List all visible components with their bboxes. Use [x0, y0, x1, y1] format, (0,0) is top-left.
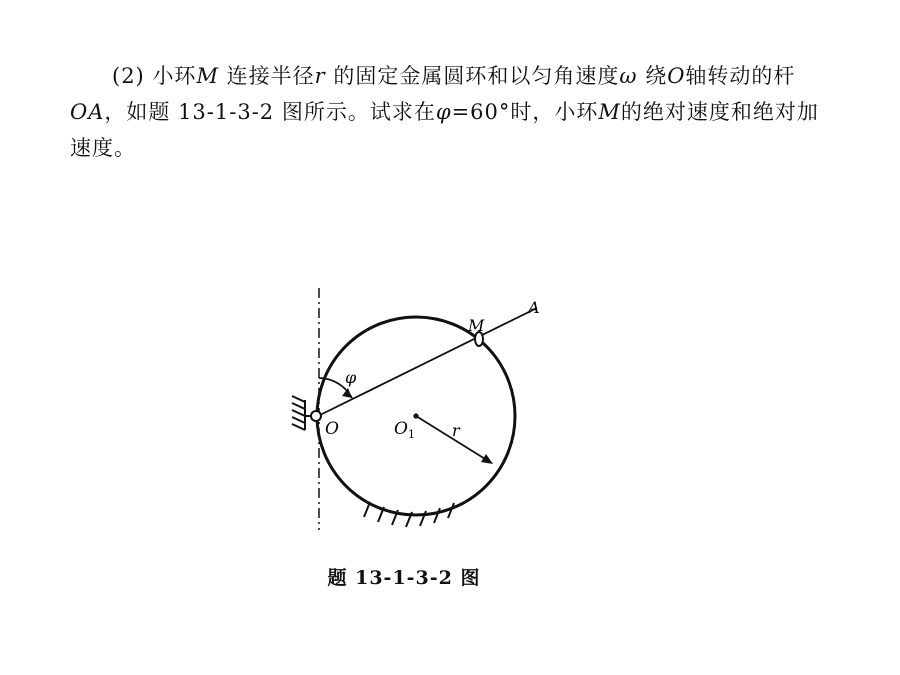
text-fragment: ，如题 13-1-3-2 图所示。试求在 — [104, 100, 436, 124]
angle-arrowhead — [342, 388, 352, 398]
label-phi: φ — [345, 368, 357, 387]
rod-OA — [318, 308, 537, 416]
label-O1-sub: 1 — [407, 428, 415, 441]
symbol-M: M — [598, 100, 621, 124]
label-r: r — [452, 421, 460, 440]
symbol-phi: φ — [435, 100, 452, 124]
label-A: A — [528, 298, 540, 317]
pivot-O — [311, 411, 321, 421]
label-O1-main: O — [394, 419, 408, 439]
symbol-r: r — [314, 64, 326, 88]
radius-arrowhead — [481, 454, 493, 464]
text-fragment: 的固定金属圆环和以匀角速度 — [333, 64, 620, 88]
text-fragment: 轴转动的杆 — [685, 64, 796, 88]
part-number: (2) — [112, 64, 145, 88]
label-M: M — [468, 316, 485, 335]
label-O1 — [394, 419, 415, 441]
symbol-M: M — [196, 64, 219, 88]
figure-caption: 题 13-1-3-2 图 — [327, 567, 481, 589]
text-fragment: =60°时，小环 — [451, 100, 599, 124]
text-fragment: 的绝对速度和绝对加速度。 — [70, 100, 819, 160]
text-fragment: 小环 — [152, 64, 197, 88]
symbol-O: O — [667, 64, 686, 88]
symbol-omega: ω — [619, 64, 638, 88]
text-fragment: 连接半径 — [226, 64, 315, 88]
text-fragment: 绕 — [645, 64, 668, 88]
wall-support — [292, 396, 311, 430]
label-O: O — [325, 419, 339, 439]
symbol-OA: OA — [70, 100, 105, 124]
